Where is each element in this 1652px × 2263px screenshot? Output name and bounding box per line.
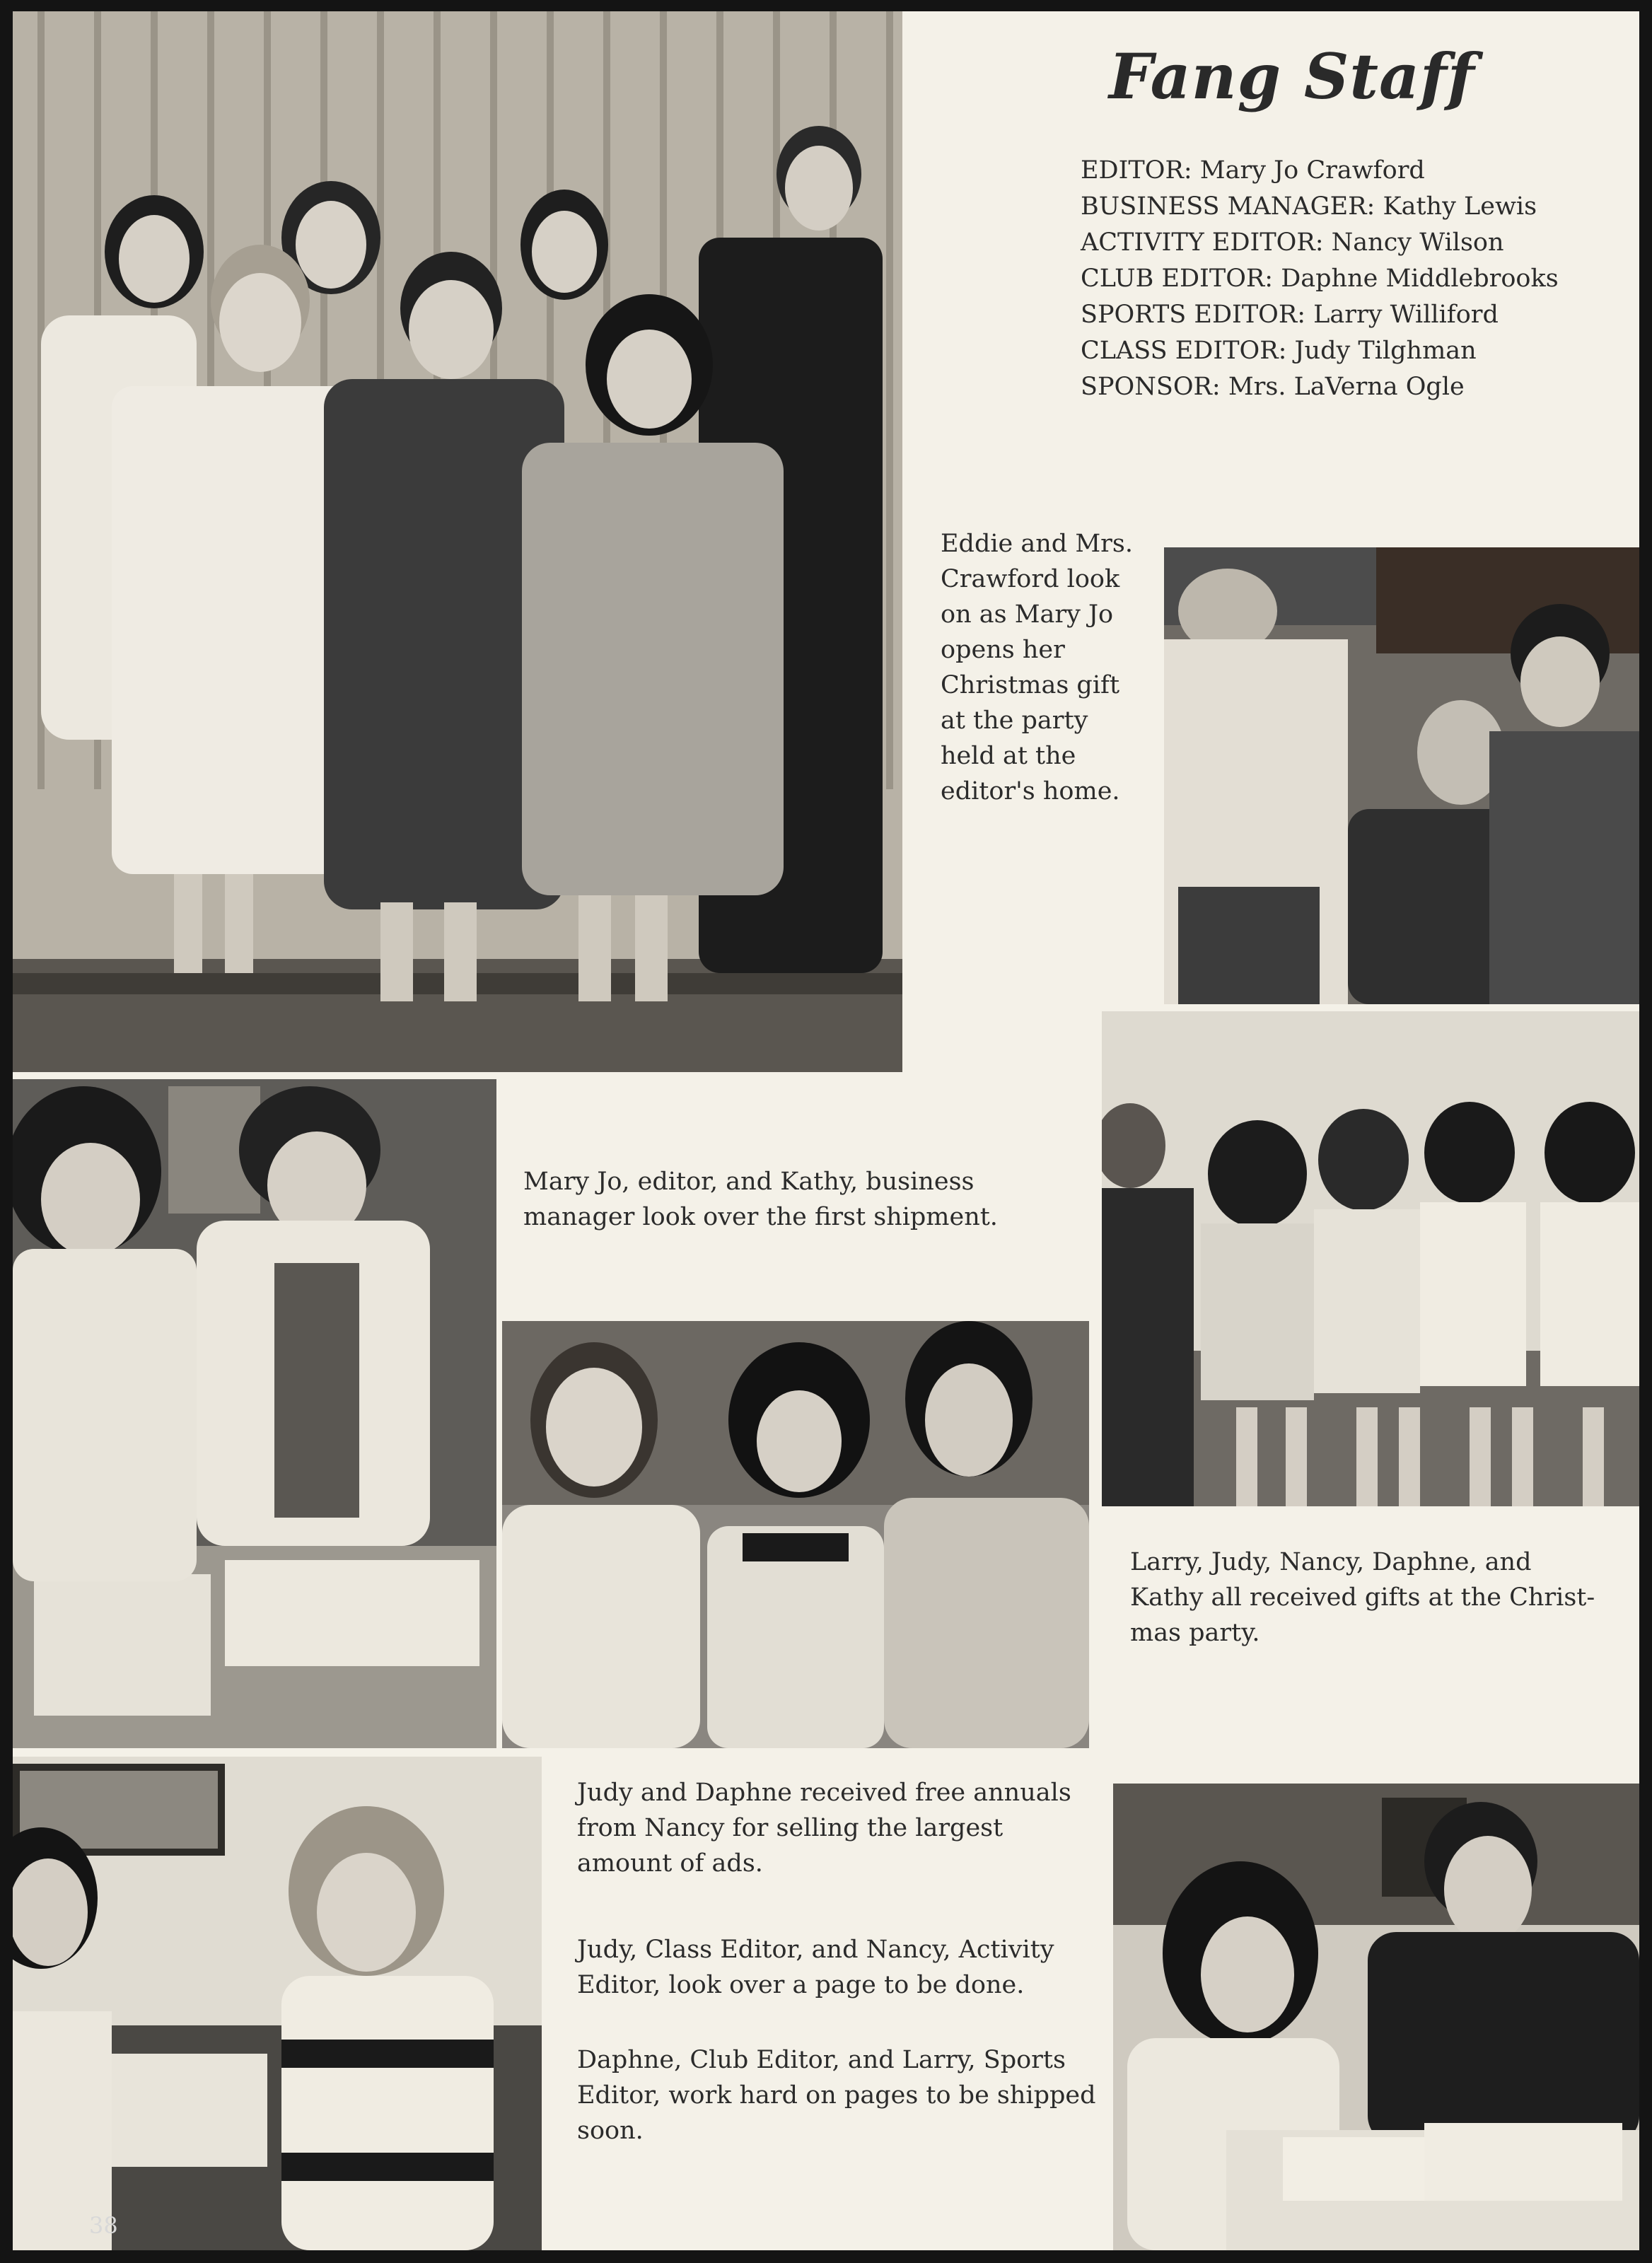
caption-line: manager look over the first shipment.: [523, 1203, 998, 1231]
christmas-gift-photo: [1164, 547, 1639, 1004]
roster-line: [1081, 225, 1559, 261]
roster-role: ACTIVITY EDITOR:: [1081, 228, 1324, 257]
caption-line: mas party.: [1130, 1619, 1260, 1647]
caption-first-shipment: [523, 1164, 998, 1235]
staff-roster: [1081, 153, 1559, 405]
free-annuals-photo: [502, 1321, 1089, 1748]
roster-role: CLASS EDITOR:: [1081, 337, 1287, 365]
roster-line: [1081, 261, 1559, 297]
roster-name: Larry Williford: [1313, 301, 1499, 329]
caption-shipped-soon: [577, 2042, 1096, 2148]
roster-name: Daphne Middlebrooks: [1281, 264, 1559, 293]
caption-line: Judy, Class Editor, and Nancy, Activity: [577, 1936, 1054, 1964]
caption-line: on as Mary Jo: [941, 600, 1114, 629]
roster-line: [1081, 153, 1559, 189]
roster-line: [1081, 369, 1559, 405]
roster-role: SPORTS EDITOR:: [1081, 301, 1306, 329]
roster-role: BUSINESS MANAGER:: [1081, 192, 1375, 221]
caption-line: Editor, look over a page to be done.: [577, 1971, 1025, 1999]
staff-group-photo: [13, 11, 902, 1072]
roster-name: Mary Jo Crawford: [1199, 156, 1425, 185]
caption-line: Editor, work hard on pages to be shipped: [577, 2081, 1096, 2110]
page-number: 38: [89, 2212, 118, 2239]
caption-line: held at the: [941, 742, 1076, 770]
caption-line: Judy and Daphne received free annuals: [577, 1779, 1071, 1807]
caption-line: from Nancy for selling the largest: [577, 1814, 1004, 1842]
page-title: Fang Staff: [1109, 40, 1475, 113]
caption-line: Daphne, Club Editor, and Larry, Sports: [577, 2046, 1066, 2074]
caption-line: Mary Jo, editor, and Kathy, business: [523, 1168, 975, 1196]
caption-line: Crawford look: [941, 565, 1120, 593]
page-review-photo: [13, 1757, 542, 2250]
roster-role: CLUB EDITOR:: [1081, 264, 1274, 293]
caption-line: amount of ads.: [577, 1849, 763, 1878]
christmas-party-gifts-photo: [1102, 1011, 1639, 1506]
roster-line: [1081, 297, 1559, 333]
caption-line: opens her: [941, 636, 1065, 664]
caption-christmas-gift: [941, 526, 1133, 809]
roster-name: Kathy Lewis: [1383, 192, 1537, 221]
shipping-pages-photo: [1113, 1784, 1639, 2250]
caption-line: Larry, Judy, Nancy, Daphne, and: [1130, 1548, 1532, 1576]
caption-line: Kathy all received gifts at the Christ-: [1130, 1583, 1595, 1612]
caption-gifts: [1130, 1544, 1595, 1651]
caption-line: soon.: [577, 2117, 644, 2145]
roster-name: Mrs. LaVerna Ogle: [1228, 373, 1465, 401]
caption-line: Eddie and Mrs.: [941, 530, 1133, 558]
roster-line: [1081, 333, 1559, 369]
caption-line: editor's home.: [941, 777, 1120, 805]
first-shipment-photo: [13, 1079, 496, 1748]
yearbook-page: [13, 11, 1639, 2250]
roster-name: Nancy Wilson: [1331, 228, 1504, 257]
roster-line: [1081, 189, 1559, 225]
caption-line: Christmas gift: [941, 671, 1120, 699]
caption-free-annuals: [577, 1775, 1071, 1881]
roster-name: Judy Tilghman: [1294, 337, 1477, 365]
roster-role: SPONSOR:: [1081, 373, 1221, 401]
caption-line: at the party: [941, 706, 1088, 735]
caption-page-review: [577, 1932, 1054, 2003]
roster-role: EDITOR:: [1081, 156, 1192, 185]
